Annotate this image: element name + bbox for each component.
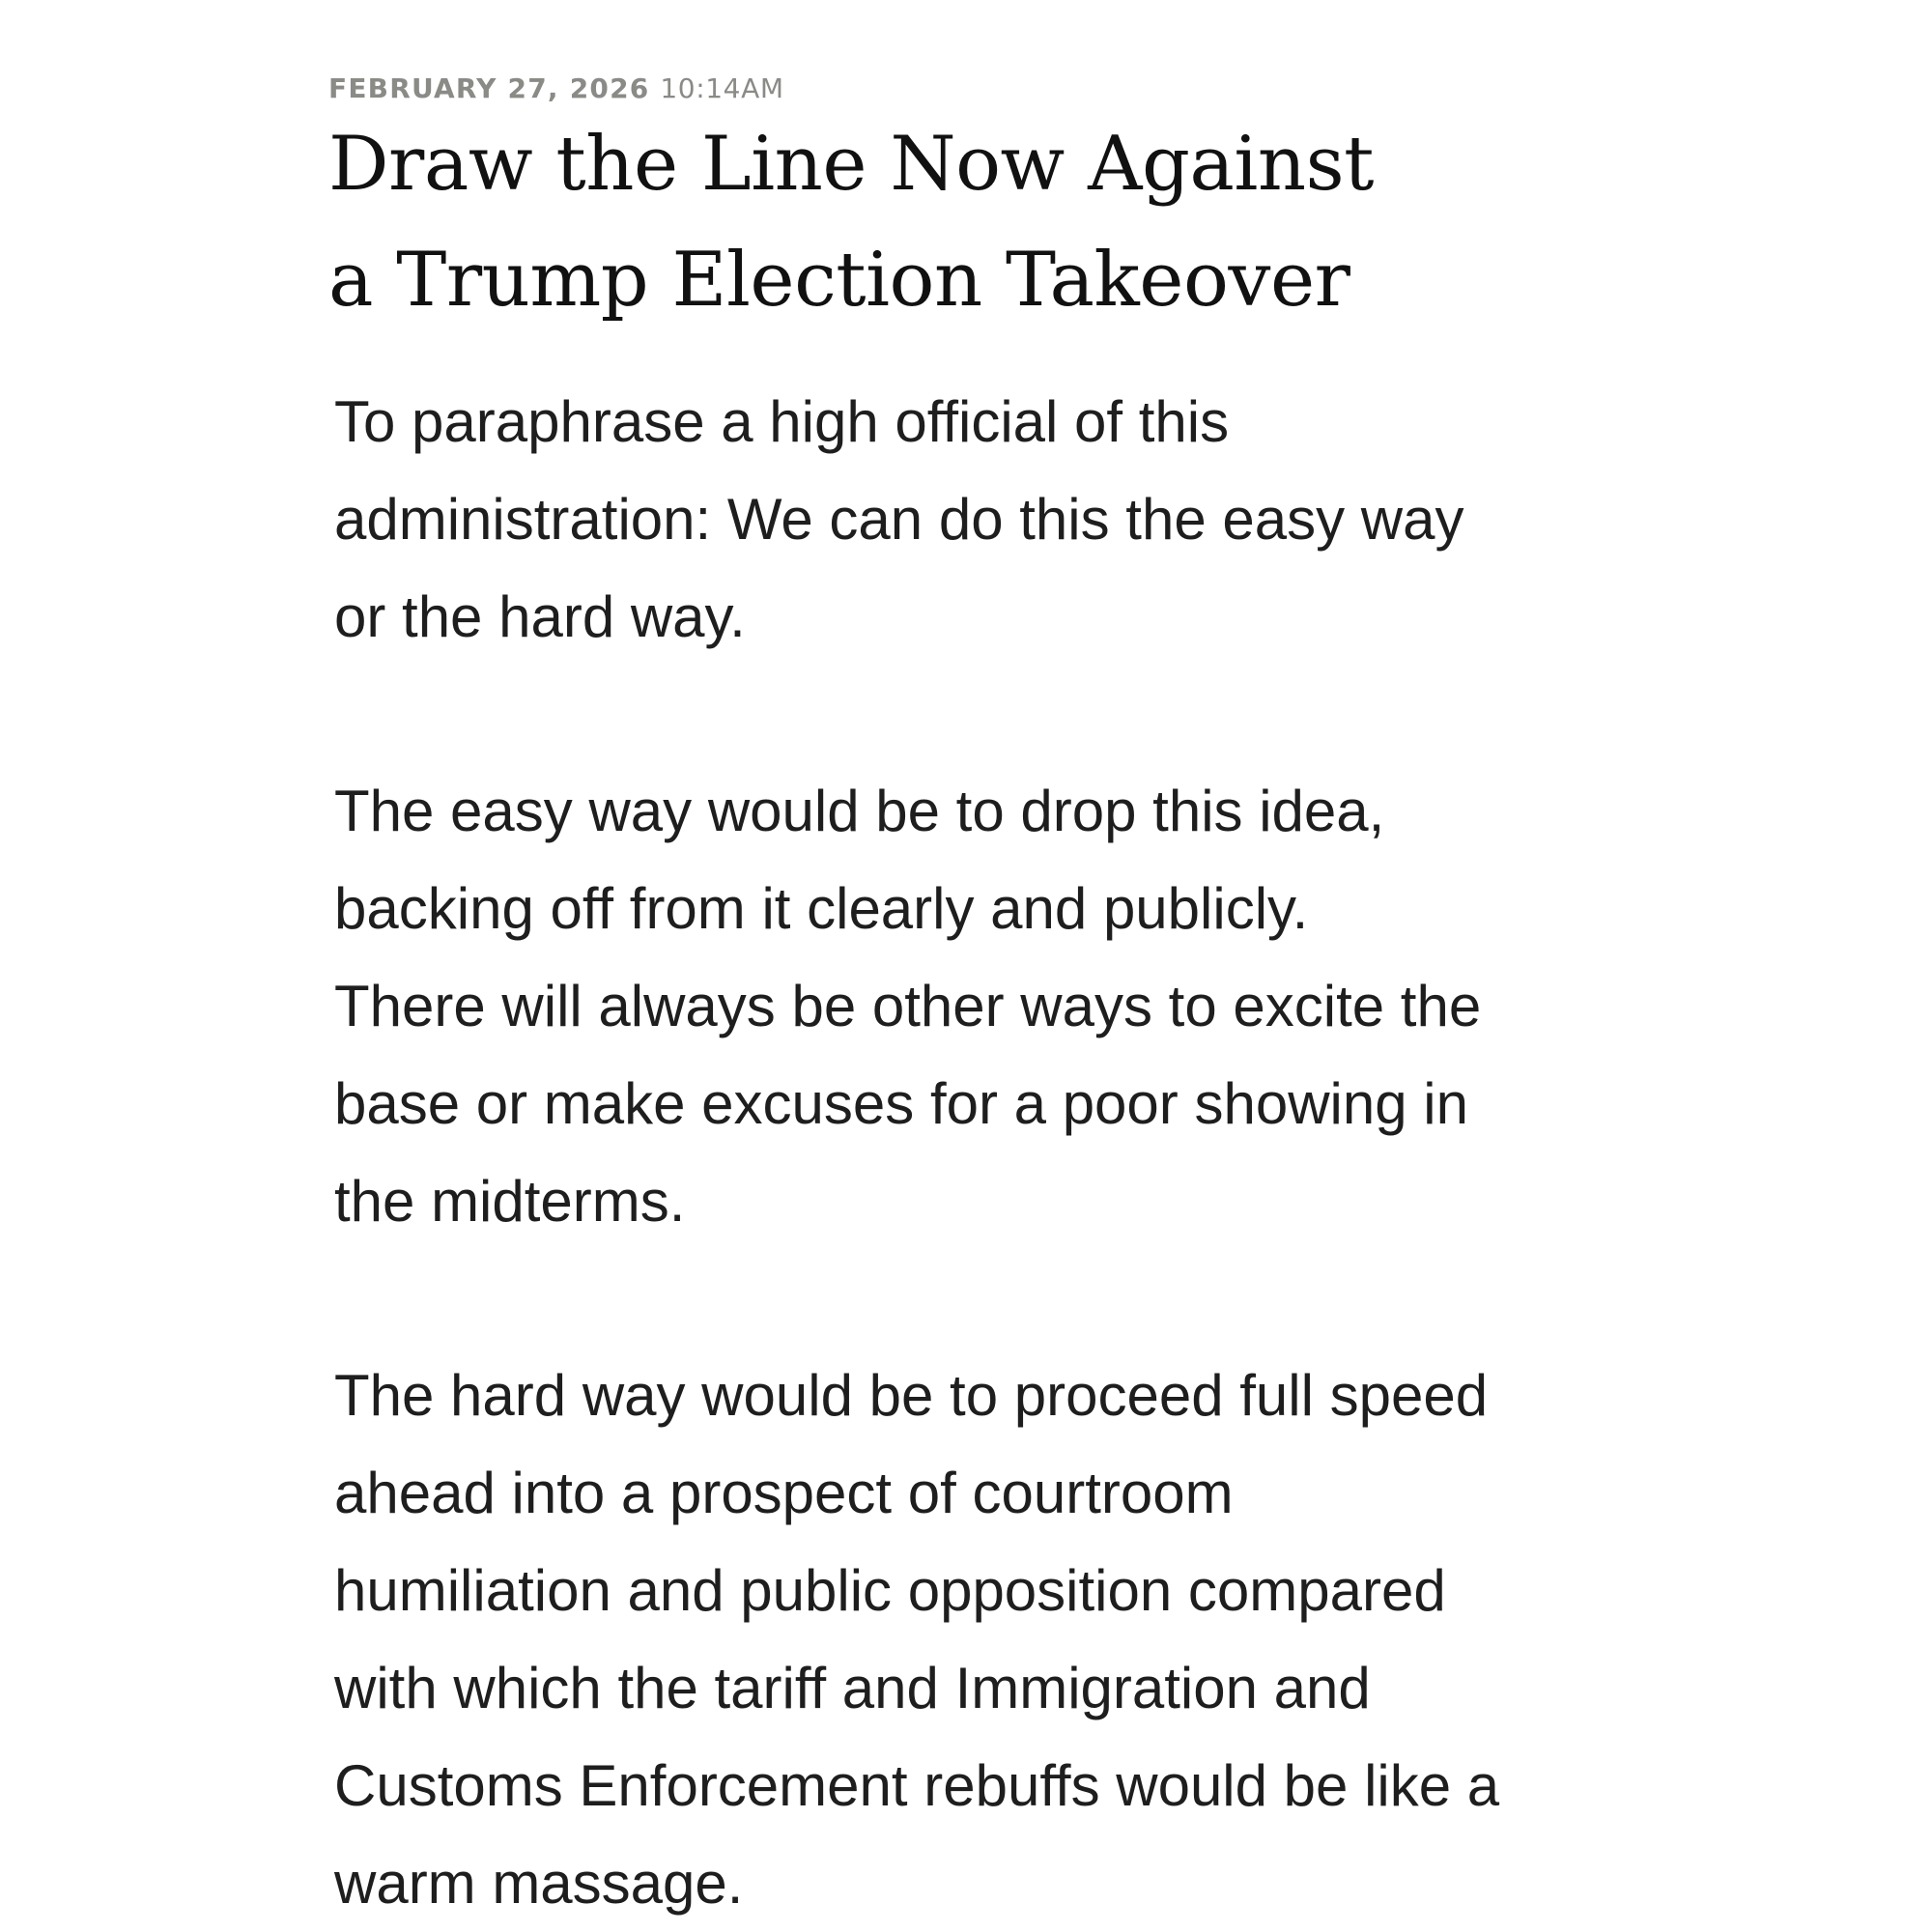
paragraph-line: The hard way would be to proceed full speed [334,1363,1489,1428]
paragraph-line: administration: We can do this the easy way [334,487,1464,552]
paragraph-line: ahead into a prospect of courtroom [334,1461,1234,1525]
article-body [328,373,1662,1932]
paragraph-line: There will always be other ways to excite the [334,974,1482,1038]
paragraph [334,762,1662,1250]
article-headline [328,106,1662,338]
paragraph-line: Customs Enforcement rebuffs would be like a [334,1753,1500,1818]
paragraph-line: with which the tariff and Immigration and [334,1656,1371,1720]
dateline [328,71,1662,106]
headline-line: Draw the Line Now Against [328,121,1374,208]
paragraph [334,373,1662,666]
publish-date: FEBRUARY 27, 2026 [328,72,650,104]
paragraph-line: The easy way would be to drop this idea, [334,779,1385,843]
paragraph-line: backing off from it clearly and publicly. [334,876,1309,941]
headline-line: a Trump Election Takeover [328,237,1350,324]
paragraph-line: humiliation and public opposition compared [334,1558,1446,1623]
paragraph-line: base or make excuses for a poor showing in [334,1071,1468,1136]
article [328,71,1662,1932]
paragraph-line: or the hard way. [334,584,746,649]
paragraph-line: warm massage. [334,1851,744,1916]
publish-time: 10:14AM [660,72,784,104]
paragraph-line: the midterms. [334,1169,686,1234]
paragraph [334,1347,1662,1932]
paragraph-line: To paraphrase a high official of this [334,389,1230,454]
